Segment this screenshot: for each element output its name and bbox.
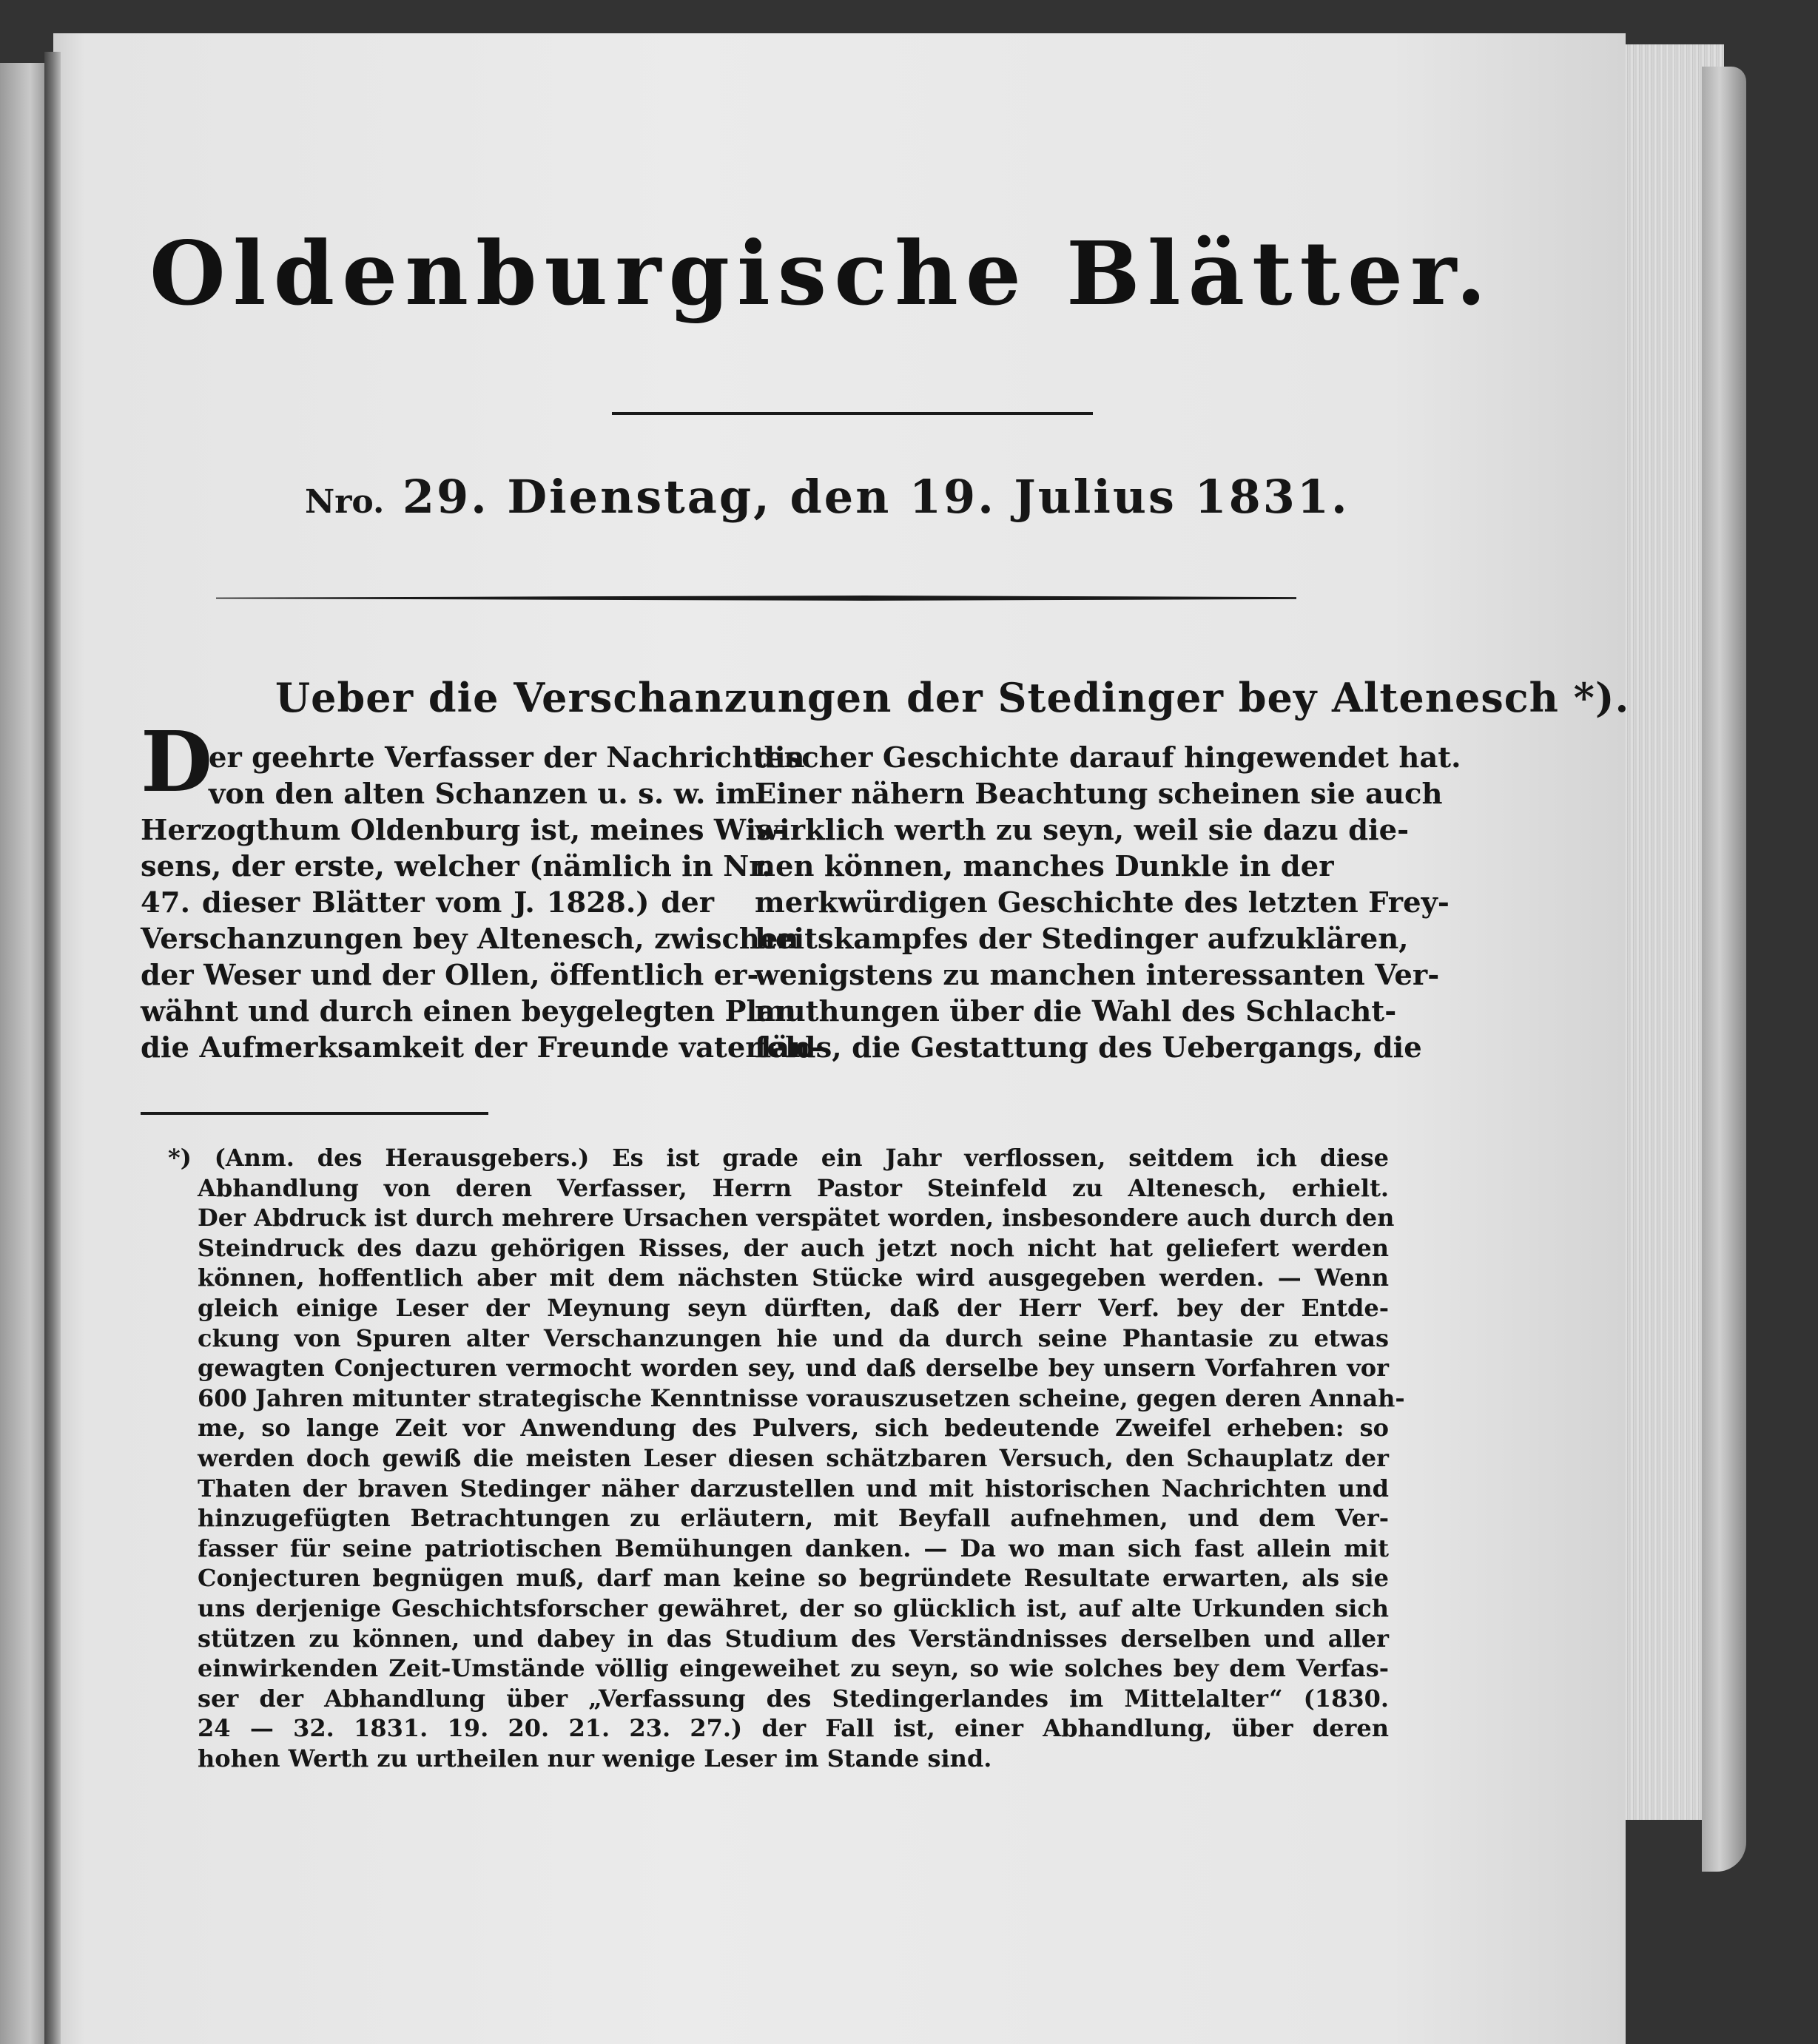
footnote-line: *) (Anm. des Herausgebers.) Es ist grade ein Jahr verflossen, seitdem ich diese: [168, 1144, 1389, 1172]
column-line: die Aufmerksamkeit der Freunde vaterlän-: [141, 1031, 823, 1065]
footnote-line: me, so lange Zeit vor Anwendung des Pulvers, sich bedeutende Zweifel erheben: so: [198, 1414, 1389, 1443]
footnote-line: fasser für seine patriotischen Bemühungen danken. — Da wo man sich fast allein mit: [198, 1534, 1389, 1562]
issue-date: den 19. Julius 1831.: [790, 470, 1350, 524]
column-line: felds, die Gestattung des Uebergangs, die: [755, 1031, 1422, 1065]
cover-edge: [1702, 67, 1746, 1872]
footnote-line: hinzugefügten Betrachtungen zu erläutern, mit Beyfall aufnehmen, und dem Ver-: [198, 1504, 1389, 1533]
footnote-line: Steindruck des dazu gehörigen Risses, der auch jetzt noch nicht hat geliefert werden: [198, 1233, 1389, 1262]
issue-nro-label: Nro.: [305, 483, 385, 521]
column-line: merkwürdigen Geschichte des letzten Frey-: [755, 886, 1450, 920]
footnote-line: ser der Abhandlung über „Verfassung des Stedingerlandes im Mittelalter“ (1830.: [198, 1684, 1389, 1713]
column-line: wirklich werth zu seyn, weil sie dazu die-: [755, 814, 1410, 847]
footnote-line: ckung von Spuren alter Verschanzungen hie und da durch seine Phantasie zu etwas: [198, 1323, 1389, 1352]
column-line: wähnt und durch einen beygelegten Plan: [141, 995, 797, 1028]
footnote-line: Abhandlung von deren Verfasser, Herrn Pastor Steinfeld zu Altenesch, erhielt.: [198, 1173, 1389, 1202]
footnote-line: Thaten der braven Stedinger näher darzustellen und mit historischen Nachrichten und: [198, 1474, 1389, 1502]
footnote-line: Conjecturen begnügen muß, darf man keine so begründete Resultate erwarten, als sie: [198, 1564, 1389, 1593]
footnote-line: Der Abdruck ist durch mehrere Ursachen verspätet worden, insbesondere auch durch den: [198, 1204, 1395, 1232]
footnote-line: werden doch gewiß die meisten Leser diesen schätzbaren Versuch, den Schauplatz der: [198, 1443, 1389, 1472]
column-line: heitskampfes der Stedinger aufzuklären,: [755, 923, 1409, 956]
column-line: discher Geschichte darauf hingewendet hat.: [755, 741, 1461, 775]
date-rule: [216, 596, 1296, 601]
column-line: nen können, manches Dunkle in der: [755, 850, 1334, 883]
footnote-line: gleich einige Leser der Meynung seyn dürften, daß der Herr Verf. bey der Entde-: [198, 1293, 1389, 1322]
footnote-line: 24 — 32. 1831. 19. 20. 21. 23. 27.) der Fall ist, einer Abhandlung, über deren: [198, 1714, 1389, 1743]
article-column-right: [755, 740, 1461, 1066]
column-line: von den alten Schanzen u. s. w. im: [209, 778, 757, 811]
newspaper-page: [53, 33, 1630, 2044]
column-line: sens, der erste, welcher (nämlich in Nr.: [141, 850, 772, 883]
issue-number: 29.: [402, 470, 489, 524]
column-line: Herzogthum Oldenburg ist, meines Wis-: [141, 814, 784, 847]
footnote: [168, 1143, 1405, 1773]
issue-day: Dienstag,: [507, 470, 772, 524]
article-column-left: [141, 740, 823, 1066]
column-line: wenigstens zu manchen interessanten Ver-: [755, 959, 1440, 992]
footnote-line: uns derjenige Geschichtsforscher gewähret, der so glücklich ist, auf alte Urkunden sich: [198, 1593, 1389, 1622]
footnote-line: hohen Werth zu urtheilen nur wenige Leser im Stande sind.: [198, 1744, 992, 1773]
footnote-line: gewagten Conjecturen vermocht worden sey, und daß derselbe bey unsern Vorfahren vor: [198, 1354, 1389, 1383]
issue-line: [305, 470, 1350, 524]
footnote-line: 600 Jahren mitunter strategische Kenntnisse vorauszusetzen scheine, gegen deren Annah-: [198, 1383, 1405, 1412]
masthead-title: Oldenburgische Blätter.: [149, 222, 1494, 325]
footnote-rule: [141, 1112, 488, 1115]
left-page-edge: [0, 63, 50, 2044]
column-line: muthungen über die Wahl des Schlacht-: [755, 995, 1397, 1028]
column-line: 47. dieser Blätter vom J. 1828.) der: [141, 886, 714, 920]
column-line: Verschanzungen bey Altenesch, zwischen: [141, 923, 799, 956]
book-gutter: [44, 52, 61, 2044]
footnote-line: einwirkenden Zeit-Umstände völlig eingeweihet zu seyn, so wie solches bey dem Verfas-: [198, 1654, 1389, 1683]
footnote-line: können, hoffentlich aber mit dem nächsten Stücke wird ausgegeben werden. — Wenn: [198, 1264, 1389, 1292]
masthead-rule: [612, 412, 1093, 415]
column-line: er geehrte Verfasser der Nachrichten: [209, 741, 805, 775]
column-line: der Weser und der Ollen, öffentlich er-: [141, 959, 759, 992]
dropcap: D: [141, 714, 213, 811]
article-title: Ueber die Verschanzungen der Stedinger bey Altenesch *).: [275, 674, 1630, 721]
column-line: Einer nähern Beachtung scheinen sie auch: [755, 778, 1443, 811]
footnote-line: stützen zu können, und dabey in das Studium des Verständnisses derselben und aller: [198, 1624, 1389, 1653]
